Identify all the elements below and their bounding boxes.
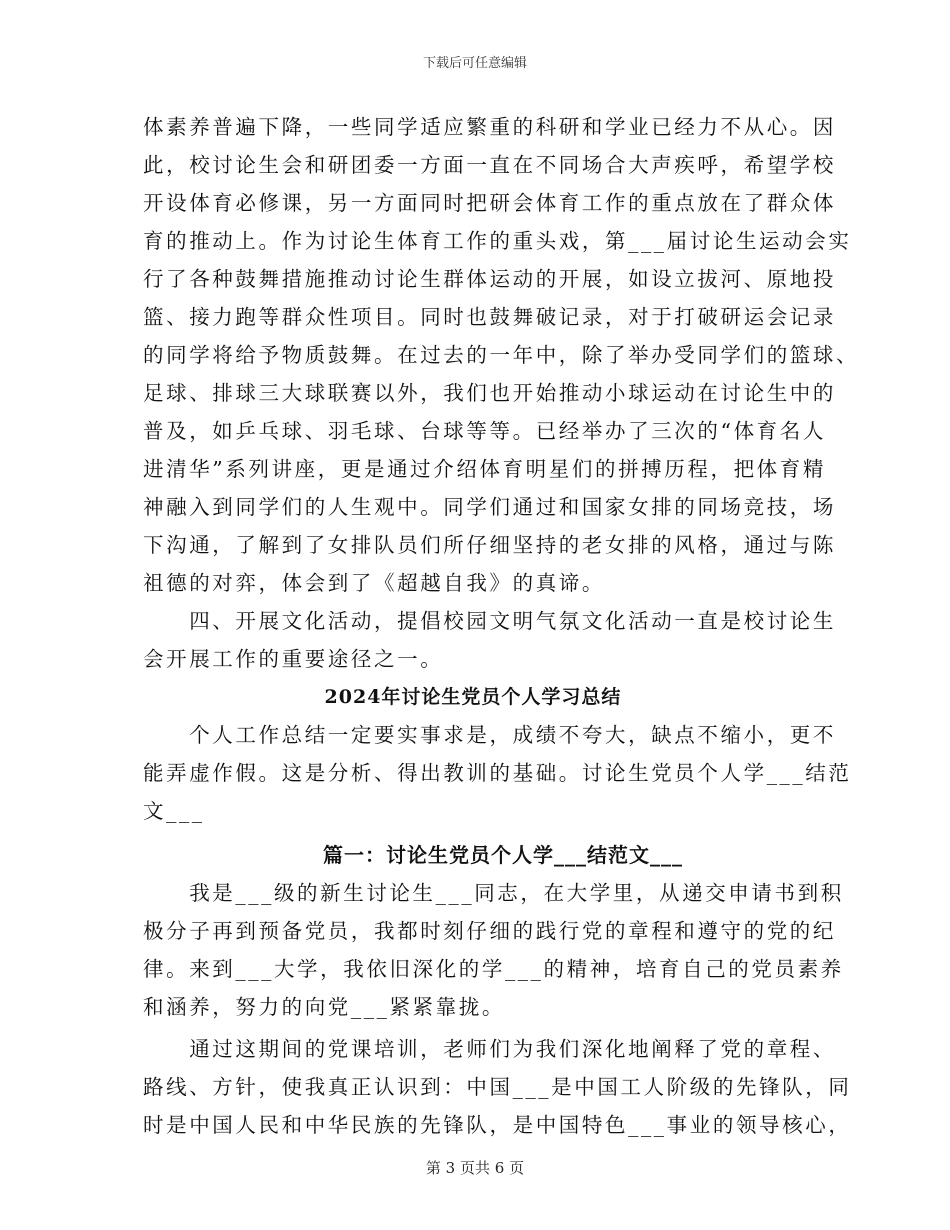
- document-title: 2024年讨论生党员个人学习总结: [324, 686, 622, 708]
- paragraph-line: 会开展工作的重要途径之一。: [143, 647, 444, 671]
- intro-line: 能弄虚作假。这是分析、得出教训的基础。讨论生党员个人学___结范: [143, 761, 852, 785]
- section-line: 路线、方针，使我真正认识到：中国___是中国工人阶级的先锋队，同: [143, 1075, 852, 1099]
- section-subtitle: 篇一：讨论生党员个人学___结范文___: [323, 843, 683, 867]
- paragraph-line: 行了各种鼓舞措施推动讨论生群体运动的开展，如设立拔河、原地投: [143, 267, 836, 291]
- section-line: 通过这期间的党课培训，老师们为我们深化地阐释了党的章程、: [143, 1037, 836, 1061]
- section-line: 时是中国人民和中华民族的先锋队，是中国特色___事业的领导核心，: [143, 1113, 852, 1137]
- paragraph-line: 育的推动上。作为讨论生体育工作的重头戏，第___届讨论生运动会实: [143, 229, 852, 253]
- paragraph-line: 四、开展文化活动，提倡校园文明气氛文化活动一直是校讨论生: [143, 609, 836, 633]
- section-line: 和涵养，努力的向党___紧紧靠拢。: [143, 995, 505, 1019]
- intro-line: 个人工作总结一定要实事求是，成绩不夸大，缺点不缩小，更不: [143, 723, 836, 747]
- paragraph-line: 开设体育必修课，另一方面同时把研会体育工作的重点放在了群众体: [143, 191, 836, 215]
- page-header: 下载后可任意编辑: [422, 56, 527, 71]
- paragraph-line: 普及，如乒乓球、羽毛球、台球等等。已经举办了三次的“体育名人: [143, 419, 826, 443]
- paragraph-line: 此，校讨论生会和研团委一方面一直在不同场合大声疾呼，希望学校: [143, 153, 836, 177]
- paragraph-line: 下沟通，了解到了女排队员们所仔细坚持的老女排的风格，通过与陈: [143, 533, 836, 557]
- section-line: 我是___级的新生讨论生___同志，在大学里，从递交申请书到积: [143, 881, 844, 905]
- section-line: 极分子再到预备党员，我都时刻仔细的践行党的章程和遵守的党的纪: [143, 919, 836, 943]
- intro-line: 文___: [143, 799, 205, 823]
- paragraph-line: 体素养普遍下降，一些同学适应繁重的科研和学业已经力不从心。因: [143, 115, 836, 139]
- section-line: 律。来到___大学，我依旧深化的学___的精神，培育自己的党员素养: [143, 957, 844, 981]
- paragraph-line: 神融入到同学们的人生观中。同学们通过和国家女排的同场竞技，场: [143, 495, 836, 519]
- paragraph-line: 足球、排球三大球联赛以外，我们也开始推动小球运动在讨论生中的: [143, 381, 836, 405]
- paragraph-line: 篮、接力跑等群众性项目。同时也鼓舞破记录，对于打破研运会记录: [143, 305, 836, 329]
- page-footer: 第 3 页共 6 页: [425, 1159, 525, 1177]
- paragraph-line: 的同学将给予物质鼓舞。在过去的一年中，除了举办受同学们的篮球、: [143, 343, 860, 367]
- paragraph-line: 进清华”系列讲座，更是通过介绍体育明星们的拼搏历程，把体育精: [143, 457, 826, 481]
- document-body: [143, 108, 860, 1144]
- paragraph-line: 祖德的对弈，体会到了《超越自我》的真谛。: [143, 571, 605, 595]
